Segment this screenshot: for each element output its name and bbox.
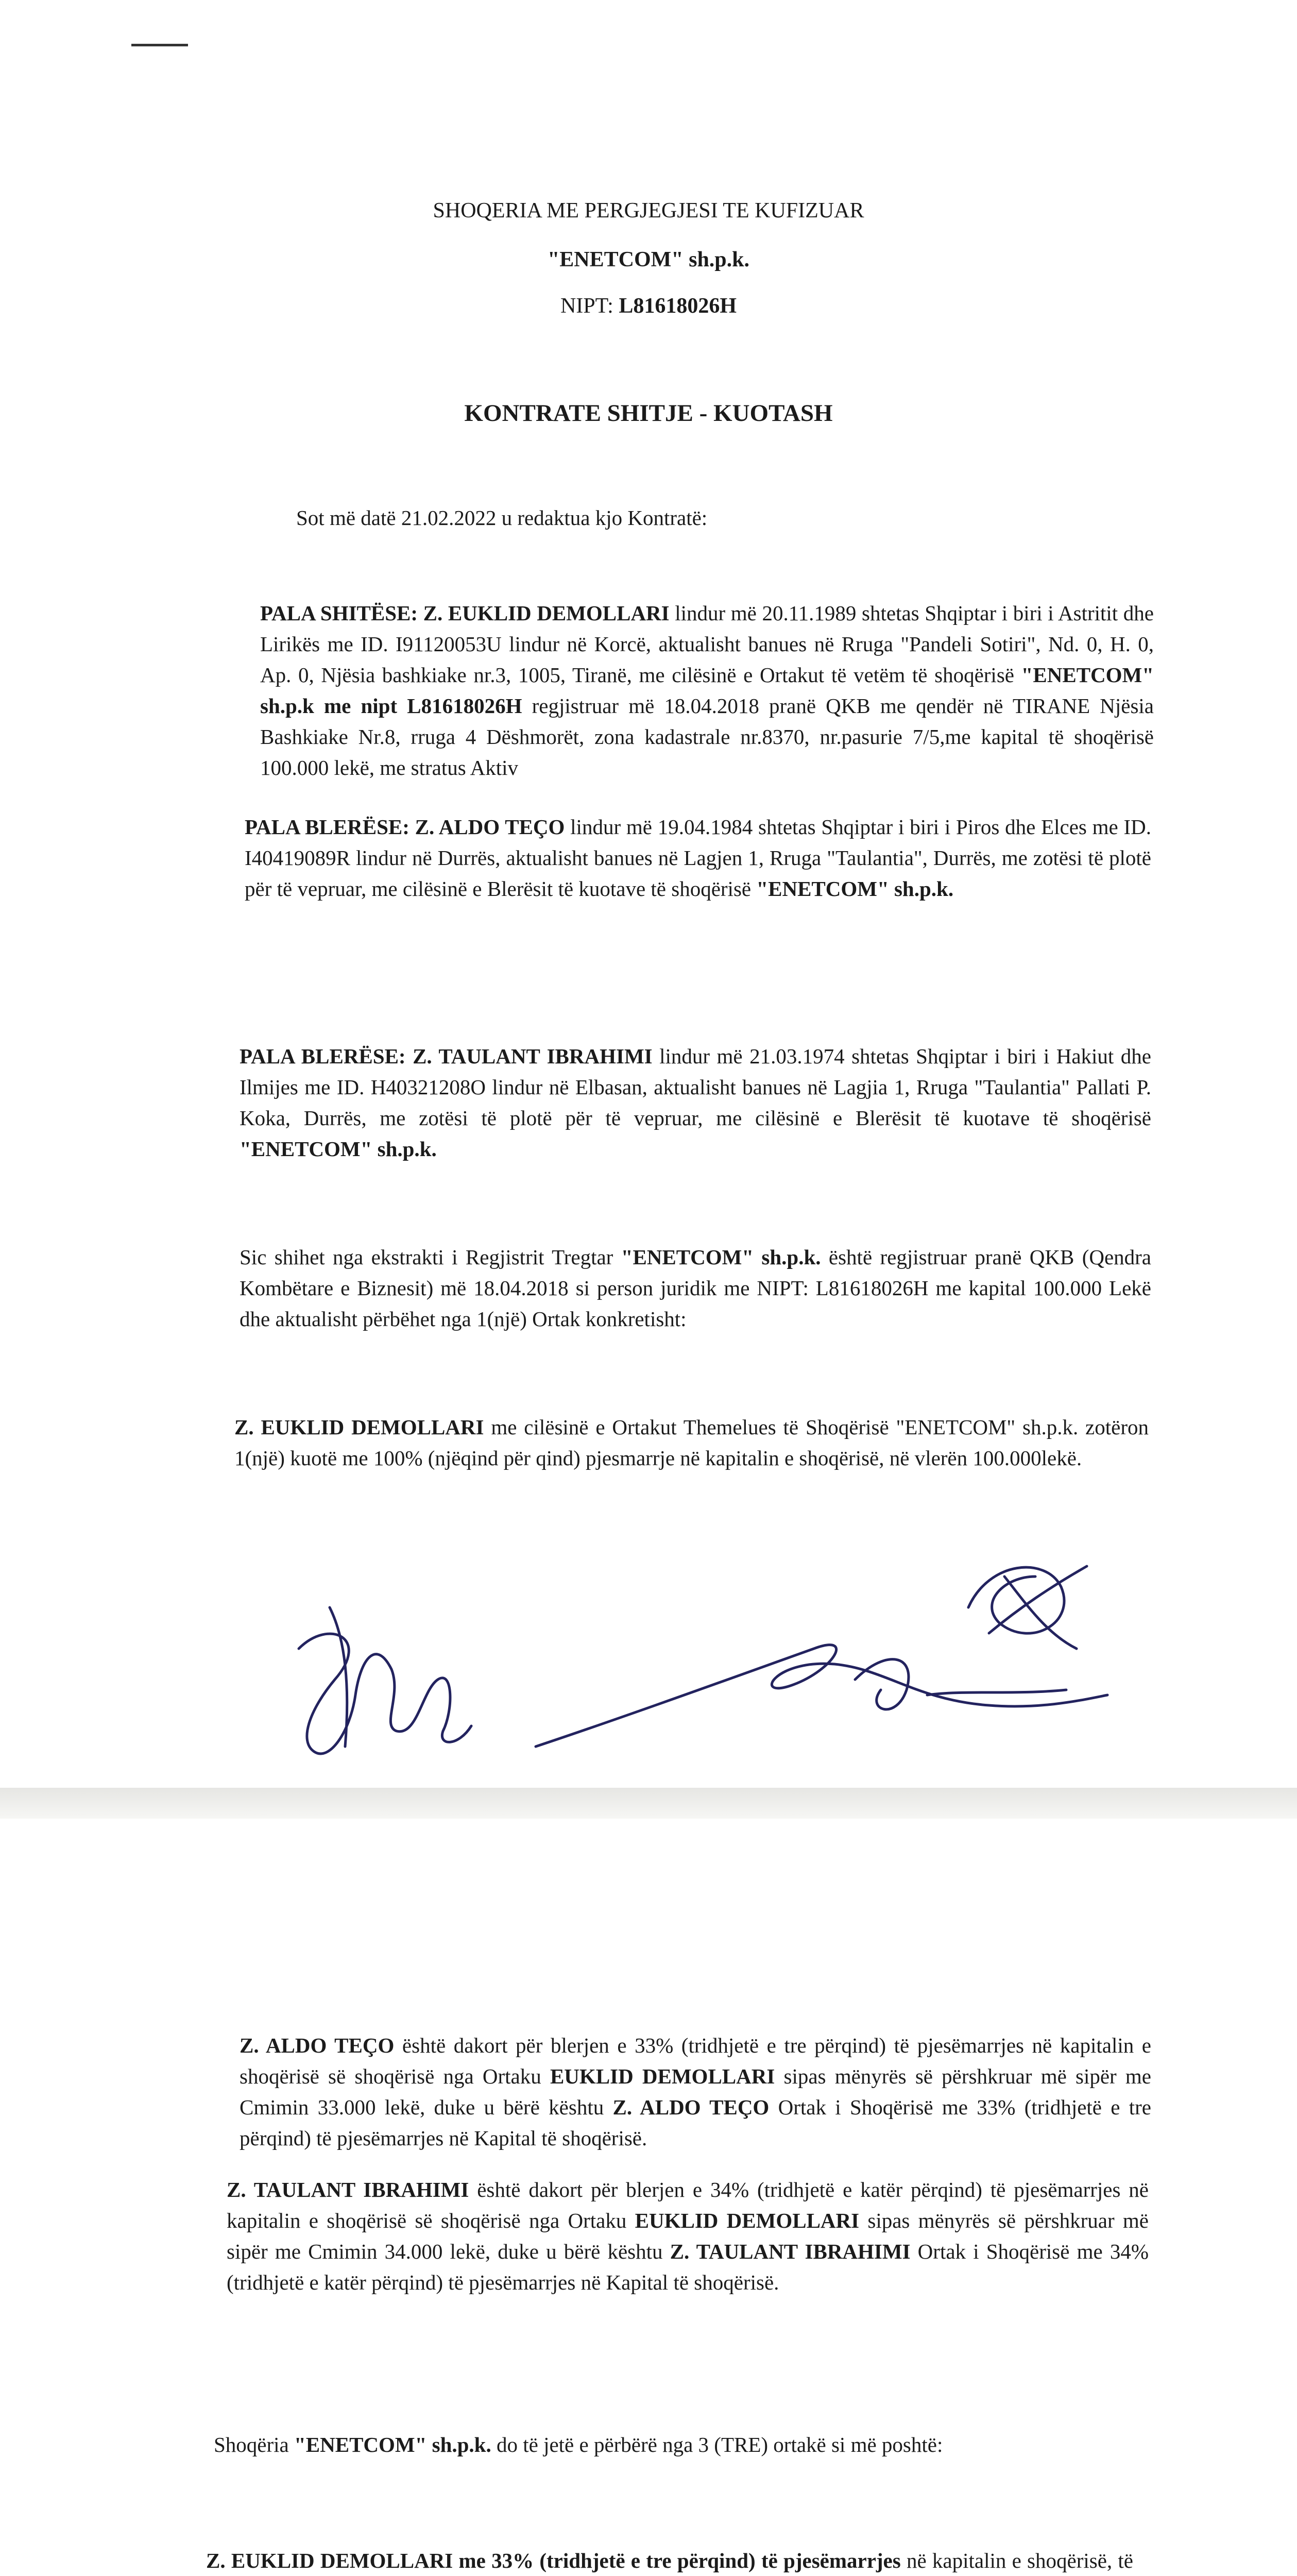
- buyer1-label: PALA BLERËSE: Z. ALDO TEÇO: [245, 815, 565, 839]
- composition-company: "ENETCOM" sh.p.k.: [294, 2433, 491, 2456]
- intro-line: Sot më datë 21.02.2022 u redaktua kjo Kontratë:: [296, 506, 708, 530]
- transfer2-name2: Z. TAULANT IBRAHIMI: [670, 2240, 911, 2263]
- transfer2-text-c: Ortak i Shoqërisë me 34% (tridhjetë e katër përqind) të pjesëmarrjes në Kapital të shoqërisë.: [227, 2240, 1149, 2294]
- nipt-line: [0, 294, 1297, 318]
- seller-paragraph: [260, 598, 1154, 783]
- transfer2-from: EUKLID DEMOLLARI: [635, 2209, 860, 2232]
- signature-taulant-page1: [268, 1577, 484, 1772]
- company-type: SHOQERIA ME PERGJEGJESI TE KUFIZUAR: [433, 199, 864, 223]
- buyer1-paragraph: [245, 811, 1151, 904]
- transfer1-name: Z. ALDO TEÇO: [240, 2033, 395, 2057]
- nipt-value: L81618026H: [619, 294, 737, 318]
- seller-label: PALA SHITËSE: Z. EUKLID DEMOLLARI: [260, 601, 670, 625]
- transfer1-text-c: Ortak i Shoqërisë me 33% (tridhjetë e tre përqind) të pjesëmarrjes në Kapital të shoqërisë.: [240, 2095, 1152, 2150]
- signature-euklid-page1: [525, 1546, 1123, 1772]
- registry-text-b: është regjistruar pranë QKB (Qendra Kombëtare e Biznesit) më 18.04.2018 si person juridik me NIPT: L81618026H me kapital 100.000 Lekë dhe aktualisht përbëhet nga 1(një) Ortak konkretisht:: [240, 1245, 1152, 1331]
- buyer2-company: "ENETCOM" sh.p.k.: [240, 1137, 437, 1161]
- composition-text-b: do të jetë e përbërë nga 3 (TRE) ortakë si më poshtë:: [491, 2433, 943, 2456]
- transfer1-paragraph: [240, 2030, 1151, 2154]
- registry-company: "ENETCOM" sh.p.k.: [621, 1245, 821, 1269]
- share1-bold: Z. EUKLID DEMOLLARI me 33% (tridhjetë e tre përqind) të pjesëmarrjes: [206, 2549, 901, 2572]
- document-page-2: [0, 1819, 1297, 2576]
- seller-text-a: lindur më 20.11.1989 shtetas Shqiptar i biri i Astritit dhe Lirikës me ID. I91120053U lindur në Korcë, aktualisht banues në Rruga "Pandeli Sotiri", Nd. 0, H. 0, Ap. 0, Njësia bashkiake nr.3, 1005, Tiranë, me cilësinë e Ortakut të vetëm të shoqërisë: [260, 601, 1154, 687]
- composition-text-a: Shoqëria: [214, 2433, 294, 2456]
- seller-text-b: regjistruar më 18.04.2018 pranë QKB me qendër në TIRANE Njësia Bashkiake Nr.8, rruga 4 Dëshmorët, zona kadastrale nr.8370, nr.pasurie 7/5,me kapital të shoqërisë 100.000 lekë, me stratus Aktiv: [260, 694, 1154, 779]
- owner-name: Z. EUKLID DEMOLLARI: [234, 1415, 484, 1439]
- transfer2-text-b: sipas mënyrës së përshkruar më sipër me Cmimin 34.000 lekë, duke u bërë kështu: [227, 2209, 1149, 2263]
- contract-title: KONTRATE SHITJE - KUOTASH: [464, 400, 833, 427]
- buyer2-label: PALA BLERËSE: Z. TAULANT IBRAHIMI: [240, 1044, 653, 1068]
- corner-mark: [131, 44, 188, 46]
- transfer2-name: Z. TAULANT IBRAHIMI: [227, 2178, 469, 2201]
- share1-paragraph: [206, 2545, 1133, 2576]
- buyer1-text: lindur më 19.04.1984 shtetas Shqiptar i biri i Piros dhe Elces me ID. I40419089R lindur në Durrës, aktualisht banues në Lagjen 1, Rruga "Taulantia", Durrës, me zotësi të plotë për të vepruar, me cilësinë e Blerësit të kuotave të shoqërisë: [245, 815, 1151, 901]
- page-gap: [0, 1788, 1297, 1819]
- composition-line: [214, 2429, 1141, 2460]
- buyer2-text: lindur më 21.03.1974 shtetas Shqiptar i biri i Hakiut dhe Ilmijes me ID. H40321208O lindur në Elbasan, aktualisht banues në Lagjia 1, Rruga "Taulantia" Pallati P. Koka, Durrës, me zotësi të plotë për të vepruar, me cilësinë e Blerësit të kuotave të shoqërisë: [240, 1044, 1151, 1130]
- buyer1-company: "ENETCOM" sh.p.k.: [756, 877, 954, 901]
- buyer2-paragraph: [240, 1041, 1151, 1164]
- transfer1-from: EUKLID DEMOLLARI: [550, 2064, 775, 2088]
- registry-paragraph: [240, 1242, 1151, 1334]
- transfer1-name2: Z. ALDO TEÇO: [612, 2095, 770, 2119]
- owner-text: me cilësinë e Ortakut Themelues të Shoqërisë "ENETCOM" sh.p.k. zotëron 1(një) kuotë me 100% (njëqind për qind) pjesmarrje në kapitalin e shoqërisë, në vlerën 100.000lekë.: [234, 1415, 1149, 1470]
- registry-text-a: Sic shihet nga ekstrakti i Regjistrit Tregtar: [240, 1245, 621, 1269]
- seller-company: "ENETCOM" sh.p.k me nipt L81618026H: [260, 663, 1154, 718]
- company-name: "ENETCOM" sh.p.k.: [547, 248, 750, 272]
- transfer2-paragraph: [227, 2174, 1149, 2298]
- transfer1-text-b: sipas mënyrës së përshkruar më sipër me Cmimin 33.000 lekë, duke u bërë kështu: [240, 2064, 1151, 2119]
- owner-paragraph: [234, 1412, 1149, 1473]
- transfer2-text-a: është dakort për blerjen e 34% (tridhjetë e katër përqind) të pjesëmarrjes në kapitalin e shoqërisë së shoqërisë nga Ortaku: [227, 2178, 1149, 2232]
- nipt-label: NIPT:: [560, 294, 619, 318]
- transfer1-text-a: është dakort për blerjen e 33% (tridhjetë e tre përqind) të pjesëmarrjes në kapitalin e shoqërisë së shoqërisë nga Ortaku: [240, 2033, 1152, 2088]
- share1-text: në kapitalin e shoqërisë, të: [906, 2549, 1133, 2572]
